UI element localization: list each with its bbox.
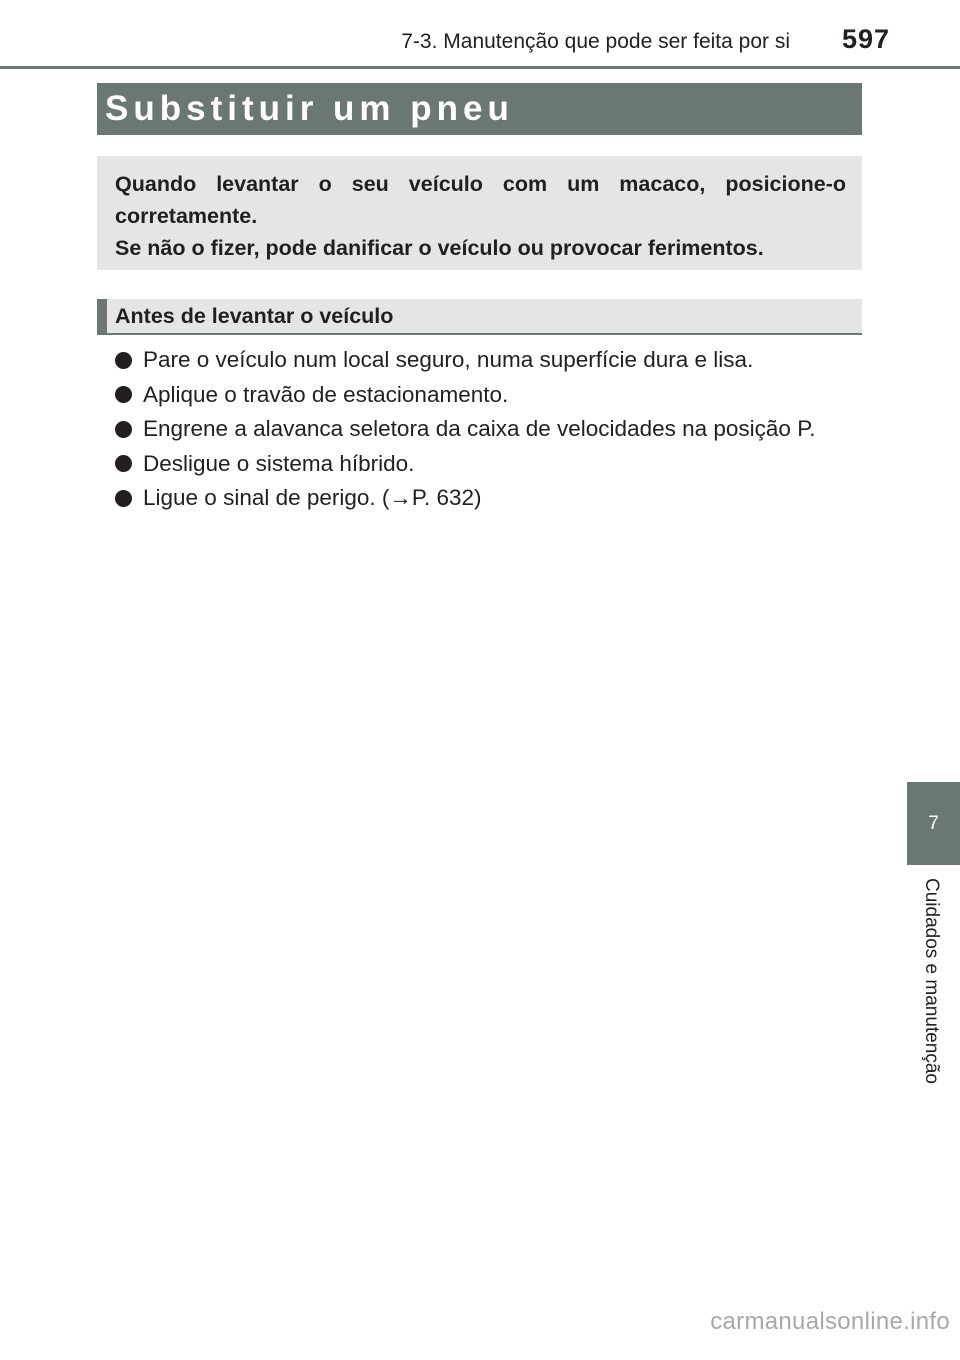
list-item-text: Desligue o sistema híbrido. [143,450,415,476]
subsection-title: Antes de levantar o veículo [115,303,394,328]
list-item [115,412,875,447]
page-number: 597 [841,24,890,54]
chapter-tab [907,782,960,865]
subsection-accent-bar [97,299,107,333]
chapter-number: 7 [928,812,939,834]
bullet-icon [115,421,132,438]
list-item [115,343,875,378]
list-item [115,481,875,516]
bullet-icon [115,490,132,507]
list-item-text: Pare o veículo num local seguro, numa superfície dura e lisa. [143,347,754,373]
instruction-list [115,343,875,516]
list-item [115,447,875,482]
page-title: Substituir um pneu [105,89,514,128]
bullet-icon [115,386,132,403]
intro-line-1: Quando levantar o seu veículo com um macaco, posicione-o corretamente. [115,172,846,228]
title-bar [97,83,862,135]
header-divider [0,66,960,69]
section-header: 7-3. Manutenção que pode ser feita por si [401,30,790,53]
bullet-icon [115,455,132,472]
watermark: carmanualsonline.info [710,1308,950,1335]
chapter-title: Cuidados e manutenção [921,878,942,1084]
list-item [115,378,875,413]
list-item-text: Engrene a alavanca seletora da caixa de velocidades na posição P. [143,416,816,442]
list-item-text: Ligue o sinal de perigo. (→P. 632) [143,485,482,511]
bullet-icon [115,352,132,369]
list-item-text: Aplique o travão de estacionamento. [143,381,509,407]
subsection-header [97,299,862,335]
intro-box [97,156,862,270]
intro-line-2: Se não o fizer, pode danificar o veículo ou provocar ferimentos. [115,236,764,260]
